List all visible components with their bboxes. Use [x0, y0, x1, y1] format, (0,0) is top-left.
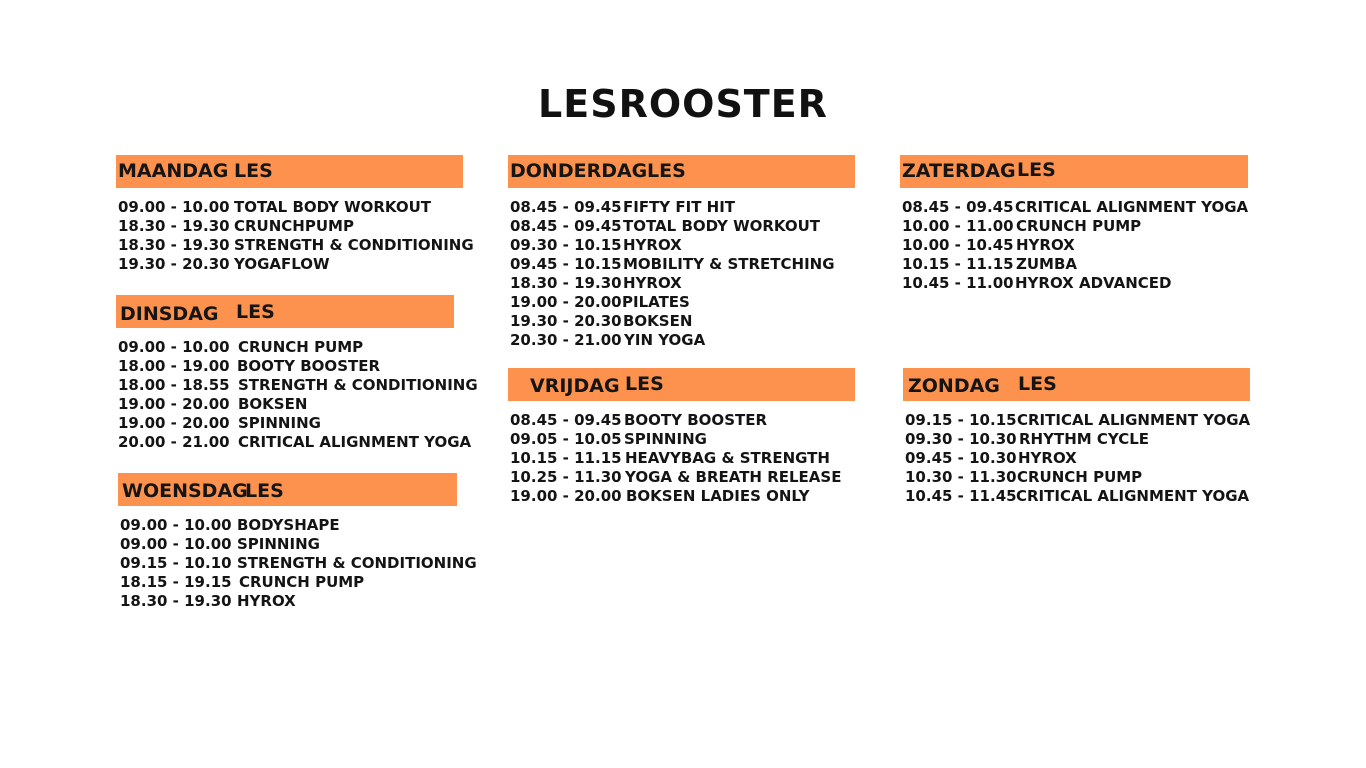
les-label: LES — [236, 301, 275, 323]
session-list — [118, 516, 477, 611]
session-row — [118, 592, 457, 611]
session-list — [116, 338, 478, 452]
session-time: 08.45 - 09.45 — [902, 198, 1014, 216]
session-time: 20.30 - 21.00 — [510, 331, 622, 349]
session-list — [508, 411, 855, 506]
session-class: CRUNCH PUMP — [238, 338, 364, 356]
session-time: 10.15 - 11.15 — [902, 255, 1014, 273]
day-header — [903, 368, 1250, 401]
les-label: LES — [234, 160, 273, 182]
session-time: 19.00 - 20.00 — [118, 414, 230, 432]
session-row — [118, 573, 457, 592]
session-time: 10.30 - 11.30 — [905, 468, 1017, 486]
session-time: 18.00 - 19.00 — [118, 357, 230, 375]
session-time: 18.30 - 19.30 — [118, 236, 230, 254]
day-block-maandag — [116, 155, 474, 274]
session-time: 09.00 - 10.00 — [118, 198, 230, 216]
day-block-donderdag — [508, 155, 855, 350]
session-row — [900, 236, 1248, 255]
les-label: LES — [647, 160, 686, 182]
session-row — [903, 411, 1250, 430]
session-row — [116, 198, 463, 217]
day-block-zondag — [903, 368, 1250, 506]
session-row — [508, 293, 855, 312]
session-list — [116, 198, 474, 274]
session-row — [508, 312, 855, 331]
session-row — [116, 255, 463, 274]
session-time: 18.30 - 19.30 — [118, 217, 230, 235]
session-row — [508, 217, 855, 236]
session-row — [508, 468, 855, 487]
session-class: CRUNCH PUMP — [1016, 217, 1142, 235]
session-time: 09.15 - 10.10 — [120, 554, 232, 572]
session-list — [508, 198, 855, 350]
session-row — [116, 338, 454, 357]
session-class: PILATES — [622, 293, 690, 311]
session-time: 10.25 - 11.30 — [510, 468, 622, 486]
session-class: CRUNCH PUMP — [239, 573, 365, 591]
day-name: MAANDAG — [118, 160, 229, 182]
session-row — [900, 255, 1248, 274]
session-class: HYROX — [1016, 236, 1075, 254]
page-title: LESROOSTER — [538, 82, 828, 126]
session-class: HYROX ADVANCED — [1015, 274, 1172, 292]
session-class: BOKSEN — [238, 395, 308, 413]
session-class: HEAVYBAG & STRENGTH — [625, 449, 830, 467]
session-row — [508, 236, 855, 255]
day-header — [116, 155, 463, 188]
session-row — [116, 414, 454, 433]
day-name: ZONDAG — [908, 375, 1000, 397]
session-time: 10.45 - 11.00 — [902, 274, 1014, 292]
session-class: CRUNCH PUMP — [1017, 468, 1143, 486]
session-class: BOOTY BOOSTER — [237, 357, 381, 375]
session-row — [903, 487, 1250, 506]
session-row — [900, 274, 1248, 293]
session-row — [116, 433, 472, 452]
day-block-zaterdag — [900, 155, 1248, 293]
session-row — [118, 554, 477, 573]
session-time: 20.00 - 21.00 — [118, 433, 230, 451]
session-row — [118, 535, 457, 554]
session-class: TOTAL BODY WORKOUT — [623, 217, 821, 235]
session-class: CRITICAL ALIGNMENT YOGA — [1016, 487, 1250, 505]
session-time: 09.00 - 10.00 — [118, 338, 230, 356]
session-class: RHYTHM CYCLE — [1019, 430, 1150, 448]
session-class: CRUNCHPUMP — [234, 217, 354, 235]
session-row — [508, 411, 855, 430]
session-time: 10.00 - 11.00 — [902, 217, 1014, 235]
session-row — [508, 449, 855, 468]
day-header — [118, 473, 457, 506]
session-class: YOGA & BREATH RELEASE — [625, 468, 842, 486]
session-class: SPINNING — [237, 535, 320, 553]
session-list — [900, 198, 1248, 293]
session-row — [508, 430, 855, 449]
session-class: STRENGTH & CONDITIONING — [234, 236, 474, 254]
session-row — [116, 236, 474, 255]
session-class: CRITICAL ALIGNMENT YOGA — [1017, 411, 1251, 429]
session-class: HYROX — [237, 592, 296, 610]
session-row — [903, 468, 1250, 487]
session-time: 18.00 - 18.55 — [118, 376, 230, 394]
session-class: SPINNING — [238, 414, 321, 432]
session-time: 08.45 - 09.45 — [510, 411, 622, 429]
session-row — [118, 516, 457, 535]
session-row — [116, 357, 454, 376]
session-row — [116, 217, 463, 236]
session-class: BOKSEN LADIES ONLY — [626, 487, 810, 505]
session-time: 09.30 - 10.15 — [510, 236, 622, 254]
session-class: FIFTY FIT HIT — [623, 198, 736, 216]
session-row — [508, 198, 855, 217]
session-time: 09.45 - 10.15 — [510, 255, 622, 273]
session-time: 19.00 - 20.00 — [510, 293, 622, 311]
session-row — [900, 198, 1248, 217]
session-list — [903, 411, 1250, 506]
session-row — [903, 449, 1250, 468]
day-block-vrijdag — [508, 368, 855, 506]
session-time: 19.30 - 20.30 — [510, 312, 622, 330]
session-class: HYROX — [623, 274, 682, 292]
session-class: CRITICAL ALIGNMENT YOGA — [1015, 198, 1249, 216]
les-label: LES — [1018, 373, 1057, 395]
les-label: LES — [625, 373, 664, 395]
session-class: HYROX — [1018, 449, 1077, 467]
session-time: 09.05 - 10.05 — [510, 430, 622, 448]
session-time: 09.15 - 10.15 — [905, 411, 1017, 429]
session-row — [508, 255, 855, 274]
session-class: STRENGTH & CONDITIONING — [237, 554, 477, 572]
les-label: LES — [245, 480, 284, 502]
session-time: 09.00 - 10.00 — [120, 516, 232, 534]
session-class: YOGAFLOW — [234, 255, 330, 273]
session-class: HYROX — [623, 236, 682, 254]
session-row — [508, 331, 855, 350]
session-row — [508, 274, 855, 293]
session-time: 10.15 - 11.15 — [510, 449, 622, 467]
session-time: 08.45 - 09.45 — [510, 217, 622, 235]
day-name: ZATERDAG — [902, 160, 1016, 182]
day-name: DINSDAG — [120, 303, 219, 325]
day-header — [900, 155, 1248, 188]
session-time: 19.00 - 20.00 — [118, 395, 230, 413]
session-time: 18.30 - 19.30 — [120, 592, 232, 610]
session-time: 19.00 - 20.00 — [510, 487, 622, 505]
session-time: 10.00 - 10.45 — [902, 236, 1014, 254]
day-block-dinsdag — [116, 295, 478, 452]
day-header — [508, 368, 855, 401]
session-class: TOTAL BODY WORKOUT — [234, 198, 432, 216]
session-row — [508, 487, 855, 506]
session-row — [900, 217, 1248, 236]
session-class: BODYSHAPE — [237, 516, 340, 534]
session-row — [116, 395, 454, 414]
session-class: STRENGTH & CONDITIONING — [238, 376, 478, 394]
day-name: WOENSDAG — [122, 480, 248, 502]
session-class: BOOTY BOOSTER — [624, 411, 768, 429]
session-class: ZUMBA — [1016, 255, 1078, 273]
session-time: 08.45 - 09.45 — [510, 198, 622, 216]
session-time: 18.15 - 19.15 — [120, 573, 232, 591]
session-time: 09.00 - 10.00 — [120, 535, 232, 553]
day-block-woensdag — [118, 473, 477, 611]
session-class: SPINNING — [624, 430, 707, 448]
session-class: MOBILITY & STRETCHING — [623, 255, 835, 273]
day-name: DONDERDAG — [510, 160, 648, 182]
session-time: 18.30 - 19.30 — [510, 274, 622, 292]
session-class: YIN YOGA — [624, 331, 706, 349]
session-row — [903, 430, 1250, 449]
day-header — [508, 155, 855, 188]
day-name: VRIJDAG — [530, 375, 620, 397]
les-label: LES — [1017, 159, 1056, 181]
session-time: 19.30 - 20.30 — [118, 255, 230, 273]
session-time: 10.45 - 11.45 — [905, 487, 1017, 505]
session-class: BOKSEN — [623, 312, 693, 330]
session-time: 09.45 - 10.30 — [905, 449, 1017, 467]
session-time: 09.30 - 10.30 — [905, 430, 1017, 448]
day-header — [116, 295, 454, 328]
session-row — [116, 376, 478, 395]
session-class: CRITICAL ALIGNMENT YOGA — [238, 433, 472, 451]
